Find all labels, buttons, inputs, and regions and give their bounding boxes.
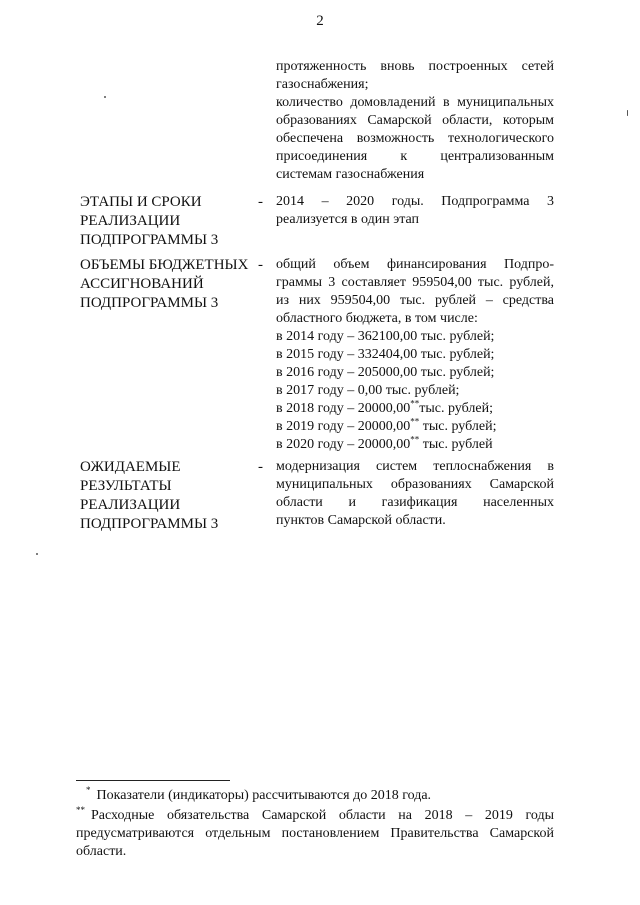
- footnote-mark: **: [410, 398, 420, 409]
- stages-label: ЭТАПЫ И СРОКИ РЕАЛИЗАЦИИ ПОДПРОГРАММЫ 3: [80, 194, 219, 248]
- dash: -: [258, 257, 263, 273]
- scan-speck: [627, 110, 628, 116]
- year-line: в 2016 году – 205000,00 тыс. рублей;: [276, 365, 495, 380]
- year-line: в 2014 году – 362100,00 тыс. рублей;: [276, 329, 495, 344]
- text-line: обеспечена возможность технологического: [276, 131, 554, 146]
- footnote-mark: *: [86, 785, 91, 796]
- footnote-text: Показатели (индикаторы) рассчитываются до 2018 года.: [96, 788, 432, 803]
- year-line: в 2015 году – 332404,00 тыс. рублей;: [276, 347, 495, 362]
- footnote-mark: **: [410, 416, 420, 427]
- footnotes: [76, 787, 554, 861]
- page-number: 2: [316, 13, 324, 29]
- footnote-text: Расходные обязательства Самарской области на 2018 – 2019 годы предусматриваются отдельным постановлением Правительства Самарской области.: [76, 808, 554, 859]
- text-line: образованиях Самарской области, которым: [276, 113, 554, 128]
- year-line: в 2019 году – 20000,00** тыс. рублей;: [276, 416, 497, 434]
- dash: -: [258, 459, 263, 475]
- footnote-mark: **: [76, 805, 85, 816]
- year-line: в 2017 году – 0,00 тыс. рублей;: [276, 383, 460, 398]
- intro-text: [276, 58, 554, 184]
- scan-speck: [104, 96, 106, 98]
- budget-value: общий объем финансирования Подпро- граммы 3 составляет 959504,00 тыс. рублей, из них 959504,00 тыс. рублей – средства областного бюджета, в том числе: в 2014 году – 362100,00 тыс. рублей; в 2015 году – 332404,00 тыс. рублей; в 2016 году – 205000,00 тыс. рублей; в 2017 году – 0,00 тыс. рублей; в 2018 году – 20000,00**тыс. рублей; в 2019 году – 20000,00** тыс. рублей; в 2020 году – 20000,00** тыс. рублей: [276, 257, 554, 452]
- results-value: модернизация систем теплоснабжения в муниципальных образованиях Самарской области и газификация населенных пунктов Самарской области.: [276, 459, 554, 528]
- budget-label: ОБЪЕМЫ БЮДЖЕТНЫХ АССИГНОВАНИЙ ПОДПРОГРАММЫ 3: [80, 257, 249, 311]
- stages-value: 2014 – 2020 годы. Подпрограмма 3 реализуется в один этап: [276, 194, 554, 227]
- text-line: протяженность вновь построенных сетей: [276, 59, 554, 74]
- year-line: в 2018 году – 20000,00**тыс. рублей;: [276, 398, 493, 416]
- footnote-divider: [76, 780, 230, 781]
- footnote-2: [76, 807, 554, 861]
- results-label: ОЖИДАЕМЫЕ РЕЗУЛЬТАТЫ РЕАЛИЗАЦИИ ПОДПРОГРАММЫ 3: [80, 459, 219, 532]
- text-line: количество домовладений в муниципальных: [276, 95, 554, 110]
- year-line: в 2020 году – 20000,00** тыс. рублей: [276, 434, 493, 452]
- dash: -: [258, 194, 263, 210]
- scan-speck: [36, 553, 38, 555]
- text-line: газоснабжения;: [276, 77, 369, 92]
- footnote-mark: **: [410, 434, 420, 445]
- footnote-1: [76, 787, 554, 805]
- text-line: присоединения к централизованным: [276, 149, 554, 164]
- text-line: системам газоснабжения: [276, 167, 425, 182]
